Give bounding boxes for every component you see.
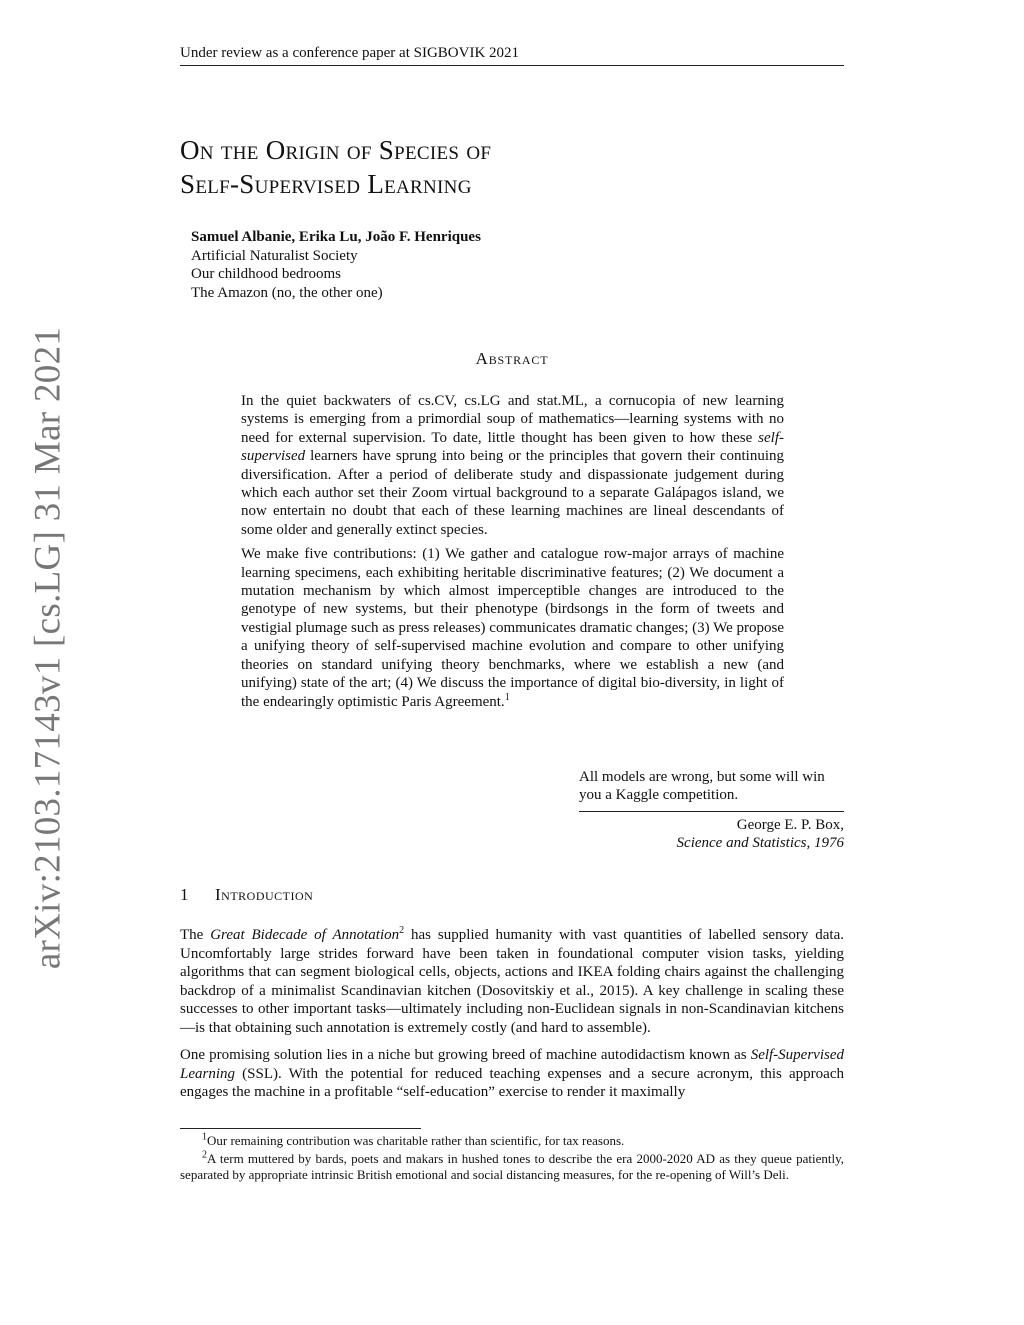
- footnote-mark-2: 2: [202, 1149, 207, 1161]
- footnote-text: Our remaining contribution was charitable rather than scientific, for tax reasons.: [207, 1133, 625, 1148]
- body-paragraph-1: [180, 926, 844, 1037]
- abstract-body: [241, 392, 784, 717]
- epigraph: [579, 768, 844, 852]
- section-heading: [180, 885, 313, 905]
- footnote-rule: [180, 1128, 421, 1129]
- section-number: 1: [180, 885, 189, 904]
- footnote-ref-2: 2: [399, 925, 405, 936]
- running-head: Under review as a conference paper at SIGBOVIK 2021: [180, 44, 844, 66]
- abstract-text: We make five contributions: (1) We gather and catalogue row-major arrays of machine learning specimens, each exhibiting heritable discriminative features; (2) We document a mutation mechanism by which almost imperceptible changes are introduced to the genotype of new systems, but their phenotype (birdsongs in the form of tweets and vestigial plumage such as press releases) communicates dramatic changes; (3) We propose a unifying theory of self-supervised machine evolution and compare to other unifying theories on standard unifying theory benchmarks, where we establish a new (and unifying) state of the art; (4) We discuss the importance of digital bio-diversity, in light of the endearingly optimistic Paris Agreement.: [241, 546, 784, 710]
- title-line-1: On the Origin of Species of: [180, 135, 492, 165]
- abstract-text: learners have sprung into being or the principles that govern their continuing diversification. After a period of deliberate study and dispassionate judgement during which each author set their Zoom virtual background to a separate Galápagos island, we now entertain no doubt that each of these learning machines are lineal descendants of some older and generally extinct species.: [241, 448, 784, 538]
- affiliation-2: Our childhood bedrooms: [191, 266, 341, 282]
- affiliation-1: Artificial Naturalist Society: [191, 247, 358, 264]
- body-text-run: has supplied humanity with vast quantities of labelled sensory data. Uncomfortably large strides forward have been taken in foundational computer vision tasks, yielding algorithms that can segment biological cells, objects, actions and IKEA folding chairs against the challenging backdrop of a minimalist Scandinavian kitchen (Dosovitskiy et al., 2015). A key challenge in scaling these successes to other important tasks—ultimately including non-Euclidean signals in non-Scandinavian kitchens—is that obtaining such annotation is extremely costly (and hard to assemble).: [180, 927, 844, 1036]
- footnote-2: [180, 1151, 844, 1184]
- body-text: [180, 926, 844, 1111]
- body-paragraph-2: [180, 1046, 844, 1102]
- arxiv-stamp: arXiv:2103.17143v1 [cs.LG] 31 Mar 2021: [27, 326, 69, 970]
- affiliation-3: The Amazon (no, the other one): [191, 284, 383, 301]
- body-text-run: One promising solution lies in a niche but growing breed of machine autodidactism known as: [180, 1047, 751, 1063]
- footnote-ref-1: 1: [504, 691, 510, 703]
- footnotes: [180, 1133, 844, 1185]
- abstract-paragraph-2: [241, 545, 784, 711]
- body-text-run: The: [180, 927, 211, 943]
- body-text-run: (SSL). With the potential for reduced teaching expenses and a secure acronym, this approach engages the machine in a profitable “self-education” exercise to render it maximally: [180, 1065, 844, 1100]
- body-emphasis: Self-Supervised Learning: [180, 1047, 844, 1082]
- author-block: [191, 228, 481, 302]
- title-line-2: Self-Supervised Learning: [180, 169, 472, 199]
- epigraph-source: Science and Statistics, 1976: [676, 834, 844, 851]
- epigraph-rule: [579, 811, 844, 812]
- author-names: Samuel Albanie, Erika Lu, João F. Henriques: [191, 229, 481, 245]
- footnote-mark-1: 1: [202, 1131, 207, 1143]
- body-emphasis: Great Bidecade of Annotation: [210, 927, 400, 943]
- footnote-text: A term muttered by bards, poets and makars in hushed tones to describe the era 2000-2020 AD as they queue patiently, separated by appropriate intrinsic British emotional and social distancing measures, for the re-opening of Will’s Deli.: [180, 1150, 844, 1182]
- abstract-paragraph-1: [241, 392, 784, 539]
- footnote-1: [180, 1133, 844, 1150]
- epigraph-quote: All models are wrong, but some will win you a Kaggle competition.: [579, 769, 825, 804]
- paper-title: [180, 133, 844, 201]
- abstract-emphasis: self-supervised: [241, 429, 784, 465]
- epigraph-author: George E. P. Box,: [736, 816, 844, 833]
- section-title: Introduction: [215, 885, 314, 904]
- abstract-heading: Abstract: [475, 349, 549, 368]
- epigraph-source-line: [579, 834, 844, 852]
- abstract-text: In the quiet backwaters of cs.CV, cs.LG and stat.ML, a cornucopia of new learning systems is emerging from a primordial soup of mathematics—learning systems with no need for external supervision. To date, little thought has been given to how these: [241, 393, 784, 446]
